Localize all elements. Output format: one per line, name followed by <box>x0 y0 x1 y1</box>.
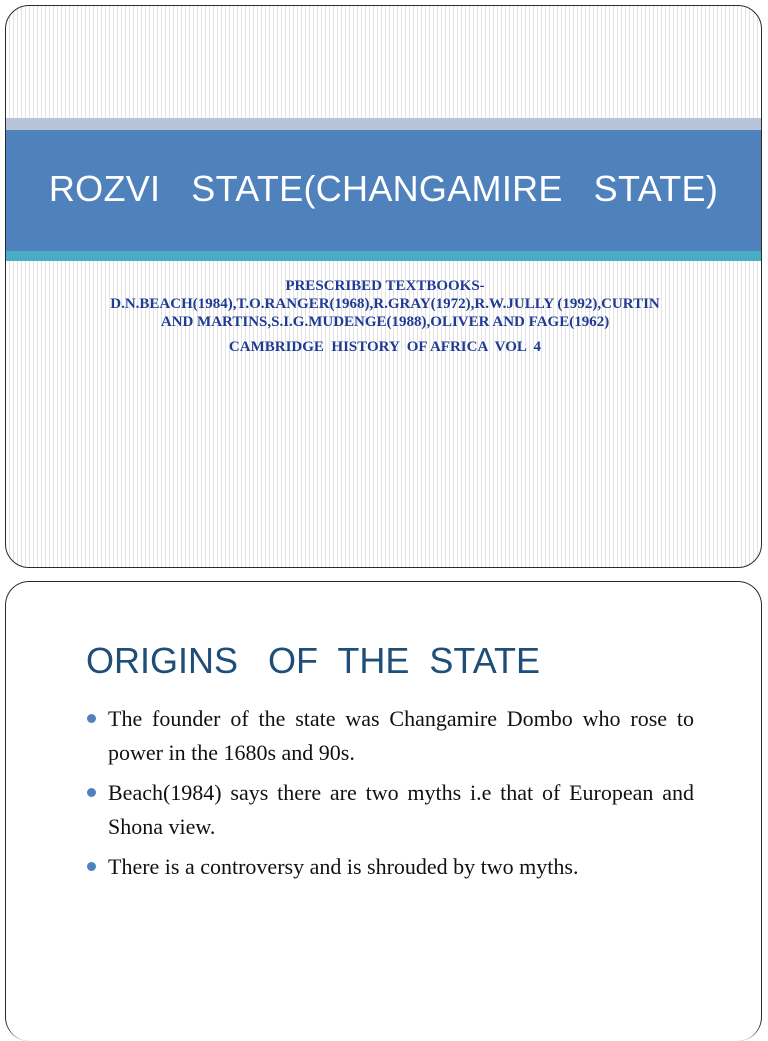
slide-1 <box>5 5 762 568</box>
bullet-item <box>84 776 694 844</box>
bullet-dot-icon <box>87 788 96 797</box>
slide-2 <box>5 581 762 1041</box>
subtitle-line-authors: D.N.BEACH(1984),T.O.RANGER(1968),R.GRAY(1972),R.W.JULLY (1992),CURTIN AND MARTINS,S.I.G.MUDENGE(1988),OLIVER AND FAGE(1962) <box>110 296 660 330</box>
bullet-list <box>84 702 694 890</box>
subtitle-line-cambridge: CAMBRIDGE HISTORY OF AFRICA VOL 4 <box>228 339 542 355</box>
slide-title: ROZVI STATE(CHANGAMIRE STATE) <box>48 167 719 209</box>
bullet-dot-icon <box>87 862 96 871</box>
bullet-text: There is a controversy and is shrouded by two myths. <box>108 854 579 879</box>
bullet-dot-icon <box>87 714 96 723</box>
section-heading: ORIGINS OF THE STATE <box>86 640 541 681</box>
subtitle-block <box>106 271 664 356</box>
title-underline <box>6 251 761 261</box>
title-bar <box>6 130 761 251</box>
bullet-item <box>84 850 694 884</box>
bullet-item <box>84 702 694 770</box>
bullet-text: The founder of the state was Changamire Dombo who rose to power in the 1680s and 90s. <box>108 706 694 765</box>
bullet-text: Beach(1984) says there are two myths i.e that of European and Shona view. <box>108 780 694 839</box>
title-top-band <box>6 118 761 130</box>
subtitle-line-prescribed: PRESCRIBED TEXTBOOKS- <box>285 278 485 294</box>
